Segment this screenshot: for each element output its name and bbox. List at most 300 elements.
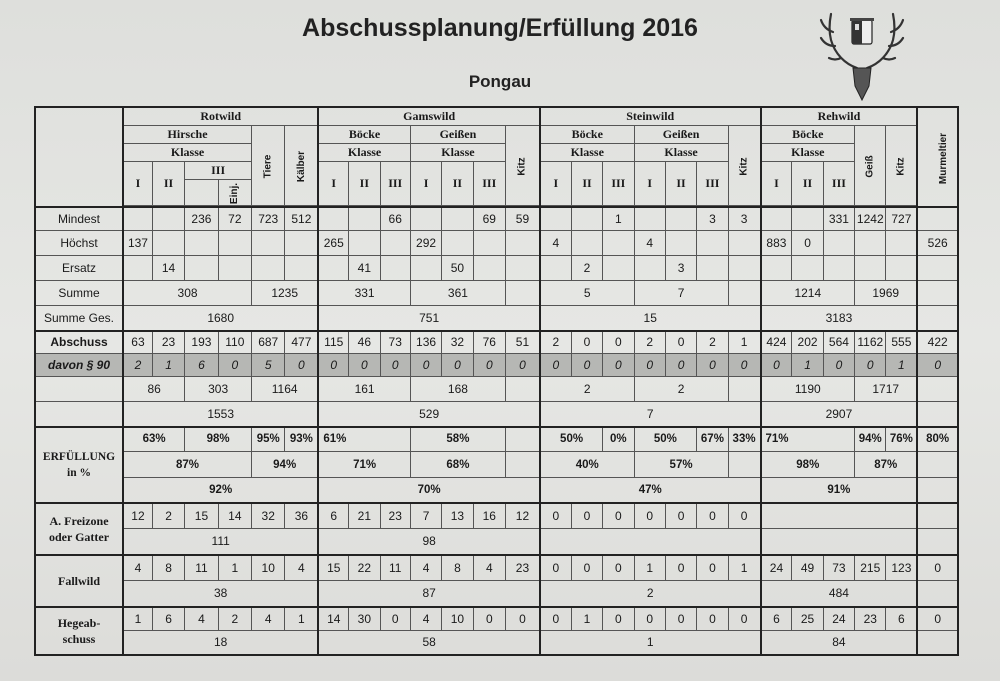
header-row-classes <box>35 161 958 179</box>
erf2-murmel <box>917 452 958 478</box>
fallwild-cell: 23 <box>505 555 539 581</box>
ersatz-cell: 50 <box>442 256 473 281</box>
stein-kitz-label: Kitz <box>738 157 750 176</box>
erf1-reh-a: 71% <box>761 427 855 452</box>
rot-hirsche-label: Hirsche <box>123 125 252 143</box>
freizone-cell: 0 <box>697 503 728 529</box>
mindest-cell <box>410 207 441 231</box>
hoechst-cell <box>697 231 728 256</box>
hegeab-cell: 2 <box>218 607 251 631</box>
freizone-sum-rot: 111 <box>123 529 318 555</box>
hoechst-cell: 265 <box>318 231 348 256</box>
rot-iii-a <box>185 179 218 205</box>
ersatz-cell <box>410 256 441 281</box>
class-label: III <box>603 161 634 205</box>
freizone-sum-stein <box>540 529 761 555</box>
fallwild-sum-stein: 2 <box>540 581 761 607</box>
hegeab-cell: 0 <box>697 607 728 631</box>
fallwild-cell: 0 <box>540 555 571 581</box>
freizone-cell: 0 <box>728 503 760 529</box>
erf1-murmel: 80% <box>917 427 958 452</box>
mindest-cell: 3 <box>697 207 728 231</box>
fallwild-cell: 1 <box>634 555 665 581</box>
hoechst-cell <box>152 231 184 256</box>
hegeab-cell: 0 <box>380 607 410 631</box>
mindest-cell <box>571 207 602 231</box>
summe-stein-boecke: 5 <box>540 281 634 306</box>
hegeab-cell: 30 <box>349 607 380 631</box>
abschuss-cell: 1 <box>728 331 760 354</box>
ersatz-cell <box>603 256 634 281</box>
hoechst-cell <box>252 231 285 256</box>
fallwild-cell: 22 <box>349 555 380 581</box>
stein-boecke-label: Böcke <box>540 125 634 143</box>
abs-sum-stein-a: 2 <box>540 377 634 402</box>
freizone-cell: 7 <box>410 503 441 529</box>
summe-gams-geissen: 361 <box>410 281 505 306</box>
class-label: III <box>185 161 252 179</box>
class-label: III <box>823 161 854 205</box>
mindest-cell <box>792 207 823 231</box>
hoechst-cell <box>349 231 380 256</box>
ersatz-cell <box>285 256 318 281</box>
erfuellung-line-2: in % <box>67 466 91 479</box>
davon-cell: 0 <box>855 354 886 377</box>
ersatz-cell <box>792 256 823 281</box>
davon-cell: 0 <box>571 354 602 377</box>
freizone-cell: 0 <box>665 503 696 529</box>
rot-tiere-header <box>252 125 285 205</box>
label-freizone <box>35 503 123 555</box>
mindest-cell: 727 <box>886 207 917 231</box>
row-erfuellung-3 <box>35 478 958 503</box>
class-label: II <box>349 161 380 205</box>
label-ersatz: Ersatz <box>35 256 123 281</box>
abschuss-cell: 0 <box>571 331 602 354</box>
abschuss-cell: 2 <box>697 331 728 354</box>
hoechst-cell <box>285 231 318 256</box>
erf1-rot-c: 95% <box>252 427 285 452</box>
murmeltier-label: Murmeltier <box>938 132 950 184</box>
davon-cell: 0 <box>349 354 380 377</box>
fallwild-cell: 4 <box>410 555 441 581</box>
fallwild-sum-reh: 484 <box>761 581 918 607</box>
ersatz-cell <box>218 256 251 281</box>
abs-total-rot: 1553 <box>123 402 318 427</box>
label-fallwild: Fallwild <box>35 555 123 607</box>
abschuss-cell: 32 <box>442 331 473 354</box>
hoechst-cell <box>380 231 410 256</box>
species-gamswild: Gamswild <box>318 107 540 125</box>
abschuss-cell: 477 <box>285 331 318 354</box>
fallwild-cell: 11 <box>185 555 218 581</box>
label-mindest: Mindest <box>35 207 123 231</box>
hoechst-cell: 292 <box>410 231 441 256</box>
row-freizone <box>35 503 958 529</box>
page-subtitle: Pongau <box>468 72 532 91</box>
hegeab-cell: 25 <box>792 607 823 631</box>
davon-cell: 0 <box>540 354 571 377</box>
mindest-cell <box>123 207 152 231</box>
abschuss-cell: 63 <box>123 331 152 354</box>
summe-reh-boecke: 1214 <box>761 281 855 306</box>
mindest-cell: 1242 <box>855 207 886 231</box>
summe-rot-rest: 1235 <box>252 281 319 306</box>
davon-cell: 0 <box>917 354 958 377</box>
erf1-reh-c: 76% <box>886 427 917 452</box>
class-label: III <box>380 161 410 205</box>
mindest-cell <box>761 207 792 231</box>
hegeab-cell: 0 <box>665 607 696 631</box>
abs-sum-rot-b: 303 <box>185 377 252 402</box>
freizone-cell: 36 <box>285 503 318 529</box>
row-erfuellung-2 <box>35 452 958 478</box>
mindest-cell: 1 <box>603 207 634 231</box>
abschuss-cell: 23 <box>152 331 184 354</box>
hoechst-cell <box>823 231 854 256</box>
rot-klasse-label: Klasse <box>123 143 252 161</box>
abschuss-cell: 422 <box>917 331 958 354</box>
summe-ges-murmel <box>917 306 958 331</box>
abs-sum-rot-c: 1164 <box>252 377 319 402</box>
stein-boecke-klasse: Klasse <box>540 143 634 161</box>
class-label: I <box>318 161 348 205</box>
hegeab-cell: 10 <box>442 607 473 631</box>
hoechst-cell <box>855 231 886 256</box>
freizone-cell: 21 <box>349 503 380 529</box>
davon-cell: 0 <box>761 354 792 377</box>
freizone-murmel-empty <box>917 503 958 529</box>
davon-cell: 1 <box>792 354 823 377</box>
hegeab-cell: 6 <box>886 607 917 631</box>
davon-cell: 0 <box>410 354 441 377</box>
abschuss-cell: 73 <box>380 331 410 354</box>
hegeab-cell: 0 <box>473 607 505 631</box>
ersatz-cell <box>634 256 665 281</box>
hegeab-line-1: Hegeab- <box>57 615 101 630</box>
freizone-cell: 0 <box>540 503 571 529</box>
freizone-sum-murmel <box>917 529 958 555</box>
class-label: II <box>442 161 473 205</box>
fallwild-cell: 10 <box>252 555 285 581</box>
class-label: II <box>792 161 823 205</box>
reh-geiss-label: Geiß <box>864 155 876 178</box>
hoechst-cell: 883 <box>761 231 792 256</box>
hegeab-cell: 0 <box>728 607 760 631</box>
mindest-cell <box>152 207 184 231</box>
summe-ges-reh: 3183 <box>761 306 918 331</box>
row-summe-ges <box>35 306 958 331</box>
erf1-stein-b: 0% <box>603 427 634 452</box>
class-label: III <box>697 161 728 205</box>
species-rehwild: Rehwild <box>761 107 918 125</box>
hoechst-cell <box>728 231 760 256</box>
summe-stein-geissen: 7 <box>634 281 728 306</box>
freizone-cell: 23 <box>380 503 410 529</box>
hoechst-cell <box>505 231 539 256</box>
abs-sum-gams-kitz <box>505 377 539 402</box>
ersatz-cell <box>185 256 218 281</box>
freizone-line-2: oder Gatter <box>48 529 110 544</box>
ersatz-cell <box>728 256 760 281</box>
mindest-cell <box>349 207 380 231</box>
ersatz-cell: 41 <box>349 256 380 281</box>
hegeab-cell: 14 <box>318 607 348 631</box>
row-abschuss-sum <box>35 377 958 402</box>
fallwild-cell: 215 <box>855 555 886 581</box>
header-row-klasse <box>35 143 958 161</box>
row-hegeabschuss-sum <box>35 631 958 655</box>
label-summe: Summe <box>35 281 123 306</box>
fallwild-cell: 15 <box>318 555 348 581</box>
fallwild-cell: 0 <box>665 555 696 581</box>
davon-cell: 0 <box>634 354 665 377</box>
class-label: I <box>761 161 792 205</box>
hoechst-cell: 0 <box>792 231 823 256</box>
erf2-reh-a: 98% <box>761 452 855 478</box>
davon-cell: 0 <box>473 354 505 377</box>
fallwild-cell: 49 <box>792 555 823 581</box>
fallwild-cell: 1 <box>728 555 760 581</box>
davon-cell: 0 <box>603 354 634 377</box>
hegeab-sum-stein: 1 <box>540 631 761 655</box>
ersatz-cell: 2 <box>571 256 602 281</box>
mindest-cell: 512 <box>285 207 318 231</box>
hegeab-sum-rot: 18 <box>123 631 318 655</box>
ersatz-cell <box>886 256 917 281</box>
label-hegeabschuss <box>35 607 123 655</box>
davon-cell: 0 <box>823 354 854 377</box>
row-abschuss-total <box>35 402 958 427</box>
erf1-gams-b: 58% <box>410 427 505 452</box>
freizone-cell: 6 <box>318 503 348 529</box>
hoechst-cell <box>442 231 473 256</box>
hoechst-cell <box>665 231 696 256</box>
reh-kitz-label: Kitz <box>895 157 907 176</box>
hegeab-sum-reh: 84 <box>761 631 918 655</box>
row-ersatz <box>35 256 958 281</box>
erf2-rot-b: 94% <box>252 452 319 478</box>
abschuss-cell: 2 <box>540 331 571 354</box>
erf1-stein-a: 50% <box>540 427 603 452</box>
davon-cell: 1 <box>886 354 917 377</box>
abs-total-reh: 2907 <box>761 402 918 427</box>
species-rotwild: Rotwild <box>123 107 318 125</box>
fallwild-cell: 24 <box>761 555 792 581</box>
antler-crest-icon <box>817 6 907 104</box>
class-label: II <box>152 161 184 205</box>
hegeab-cell: 4 <box>185 607 218 631</box>
abschuss-sum-label <box>35 377 123 402</box>
abs-sum-gams-b: 168 <box>410 377 505 402</box>
hoechst-cell <box>571 231 602 256</box>
ersatz-cell <box>540 256 571 281</box>
fallwild-cell: 8 <box>442 555 473 581</box>
hegeab-cell: 24 <box>823 607 854 631</box>
rot-kaelber-label: Kälber <box>295 150 307 183</box>
hegeab-cell: 0 <box>505 607 539 631</box>
erf1-stein-c: 50% <box>634 427 697 452</box>
summe-reh-rest: 1969 <box>855 281 918 306</box>
stein-geissen-label: Geißen <box>634 125 728 143</box>
row-hegeabschuss <box>35 607 958 631</box>
gams-kitz-header <box>505 125 539 205</box>
hegeab-cell: 6 <box>152 607 184 631</box>
erfuellung-line-1: ERFÜLLUNG <box>42 450 116 463</box>
class-label: II <box>571 161 602 205</box>
rot-einj-header <box>218 179 251 205</box>
class-label: II <box>665 161 696 205</box>
header-row-group <box>35 125 958 143</box>
hegeab-cell: 4 <box>410 607 441 631</box>
fallwild-cell: 0 <box>571 555 602 581</box>
label-summe-ges: Summe Ges. <box>35 306 123 331</box>
fallwild-cell: 4 <box>473 555 505 581</box>
ersatz-cell <box>473 256 505 281</box>
row-erfuellung-1 <box>35 427 958 452</box>
fallwild-cell: 4 <box>123 555 152 581</box>
abs-sum-rot-a: 86 <box>123 377 185 402</box>
gams-geissen-klasse: Klasse <box>410 143 505 161</box>
reh-boecke-label: Böcke <box>761 125 855 143</box>
hegeab-cell: 0 <box>540 607 571 631</box>
abschuss-cell: 136 <box>410 331 441 354</box>
abschuss-cell: 202 <box>792 331 823 354</box>
erf1-stein-d: 67% <box>697 427 728 452</box>
ersatz-cell <box>123 256 152 281</box>
abschuss-cell: 115 <box>318 331 348 354</box>
row-hoechst <box>35 231 958 256</box>
rot-kaelber-header <box>285 125 318 205</box>
stein-kitz-header <box>728 125 760 205</box>
class-label: III <box>473 161 505 205</box>
class-label: I <box>123 161 152 205</box>
abs-sum-stein-b: 2 <box>634 377 728 402</box>
fallwild-sum-murmel <box>917 581 958 607</box>
abschuss-cell: 193 <box>185 331 218 354</box>
abs-sum-reh-a: 1190 <box>761 377 855 402</box>
hunting-plan-table <box>34 106 959 656</box>
mindest-cell: 72 <box>218 207 251 231</box>
hegeab-line-2: schuss <box>62 631 96 646</box>
hegeab-cell: 0 <box>917 607 958 631</box>
freizone-line-1: A. Freizone <box>49 513 109 528</box>
freizone-cell: 2 <box>152 503 184 529</box>
davon-cell: 0 <box>505 354 539 377</box>
row-davon-90 <box>35 354 958 377</box>
hoechst-cell <box>218 231 251 256</box>
fallwild-sum-rot: 38 <box>123 581 318 607</box>
freizone-sum-gams: 98 <box>318 529 540 555</box>
freizone-cell: 14 <box>218 503 251 529</box>
hoechst-cell: 137 <box>123 231 152 256</box>
mindest-cell <box>917 207 958 231</box>
abschuss-cell: 687 <box>252 331 285 354</box>
fallwild-cell: 0 <box>697 555 728 581</box>
erf2-stein-b: 57% <box>634 452 728 478</box>
mindest-cell: 723 <box>252 207 285 231</box>
mindest-cell: 66 <box>380 207 410 231</box>
hoechst-cell <box>473 231 505 256</box>
mindest-cell <box>540 207 571 231</box>
stein-geissen-klasse: Klasse <box>634 143 728 161</box>
rot-einj-label: Einj. <box>229 182 241 205</box>
page-title: Abschussplanung/Erfüllung 2016 <box>302 14 698 42</box>
erf1-reh-b: 94% <box>855 427 886 452</box>
davon-cell: 6 <box>185 354 218 377</box>
davon-cell: 2 <box>123 354 152 377</box>
hegeab-sum-gams: 58 <box>318 631 540 655</box>
erf1-stein-e: 33% <box>728 427 760 452</box>
abschuss-cell: 1162 <box>855 331 886 354</box>
ersatz-cell <box>318 256 348 281</box>
summe-ges-rot: 1680 <box>123 306 318 331</box>
erf2-gams-kitz <box>505 452 539 478</box>
abs-sum-gams-a: 161 <box>318 377 410 402</box>
row-mindest <box>35 207 958 231</box>
davon-cell: 0 <box>380 354 410 377</box>
ersatz-cell <box>505 256 539 281</box>
freizone-sum-reh <box>761 529 918 555</box>
erf3-murmel <box>917 478 958 503</box>
gams-kitz-label: Kitz <box>516 157 528 176</box>
reh-kitz-header <box>886 125 917 205</box>
erf1-rot-a: 63% <box>123 427 185 452</box>
erf3-stein: 47% <box>540 478 761 503</box>
hegeab-cell: 23 <box>855 607 886 631</box>
davon-cell: 0 <box>697 354 728 377</box>
hegeab-cell: 1 <box>123 607 152 631</box>
row-fallwild-sum <box>35 581 958 607</box>
erf1-gams-kitz <box>505 427 539 452</box>
davon-cell: 0 <box>665 354 696 377</box>
erf2-gams-a: 71% <box>318 452 410 478</box>
class-label: I <box>410 161 441 205</box>
summe-murmel <box>917 281 958 306</box>
freizone-cell: 0 <box>571 503 602 529</box>
davon-cell: 0 <box>285 354 318 377</box>
hoechst-cell <box>886 231 917 256</box>
label-abschuss: Abschuss <box>35 331 123 354</box>
hegeab-cell: 1 <box>285 607 318 631</box>
erf3-gams: 70% <box>318 478 540 503</box>
summe-rot-hirsche: 308 <box>123 281 252 306</box>
fallwild-cell: 0 <box>917 555 958 581</box>
erf2-gams-b: 68% <box>410 452 505 478</box>
abschuss-cell: 2 <box>634 331 665 354</box>
summe-ges-gams: 751 <box>318 306 540 331</box>
murmeltier-header <box>917 107 958 207</box>
abschuss-cell: 76 <box>473 331 505 354</box>
ersatz-cell <box>380 256 410 281</box>
freizone-cell: 12 <box>123 503 152 529</box>
species-steinwild: Steinwild <box>540 107 761 125</box>
ersatz-cell <box>761 256 792 281</box>
fallwild-cell: 0 <box>603 555 634 581</box>
freizone-cell: 0 <box>634 503 665 529</box>
corner-cell <box>35 107 123 207</box>
hegeab-cell: 1 <box>571 607 602 631</box>
abs-sum-murmel <box>917 377 958 402</box>
gams-boecke-klasse: Klasse <box>318 143 410 161</box>
gams-boecke-label: Böcke <box>318 125 410 143</box>
summe-gams-boecke: 331 <box>318 281 410 306</box>
erf2-rot-a: 87% <box>123 452 252 478</box>
mindest-cell <box>665 207 696 231</box>
class-label: I <box>634 161 665 205</box>
erf1-gams-a: 61% <box>318 427 410 452</box>
fallwild-cell: 8 <box>152 555 184 581</box>
